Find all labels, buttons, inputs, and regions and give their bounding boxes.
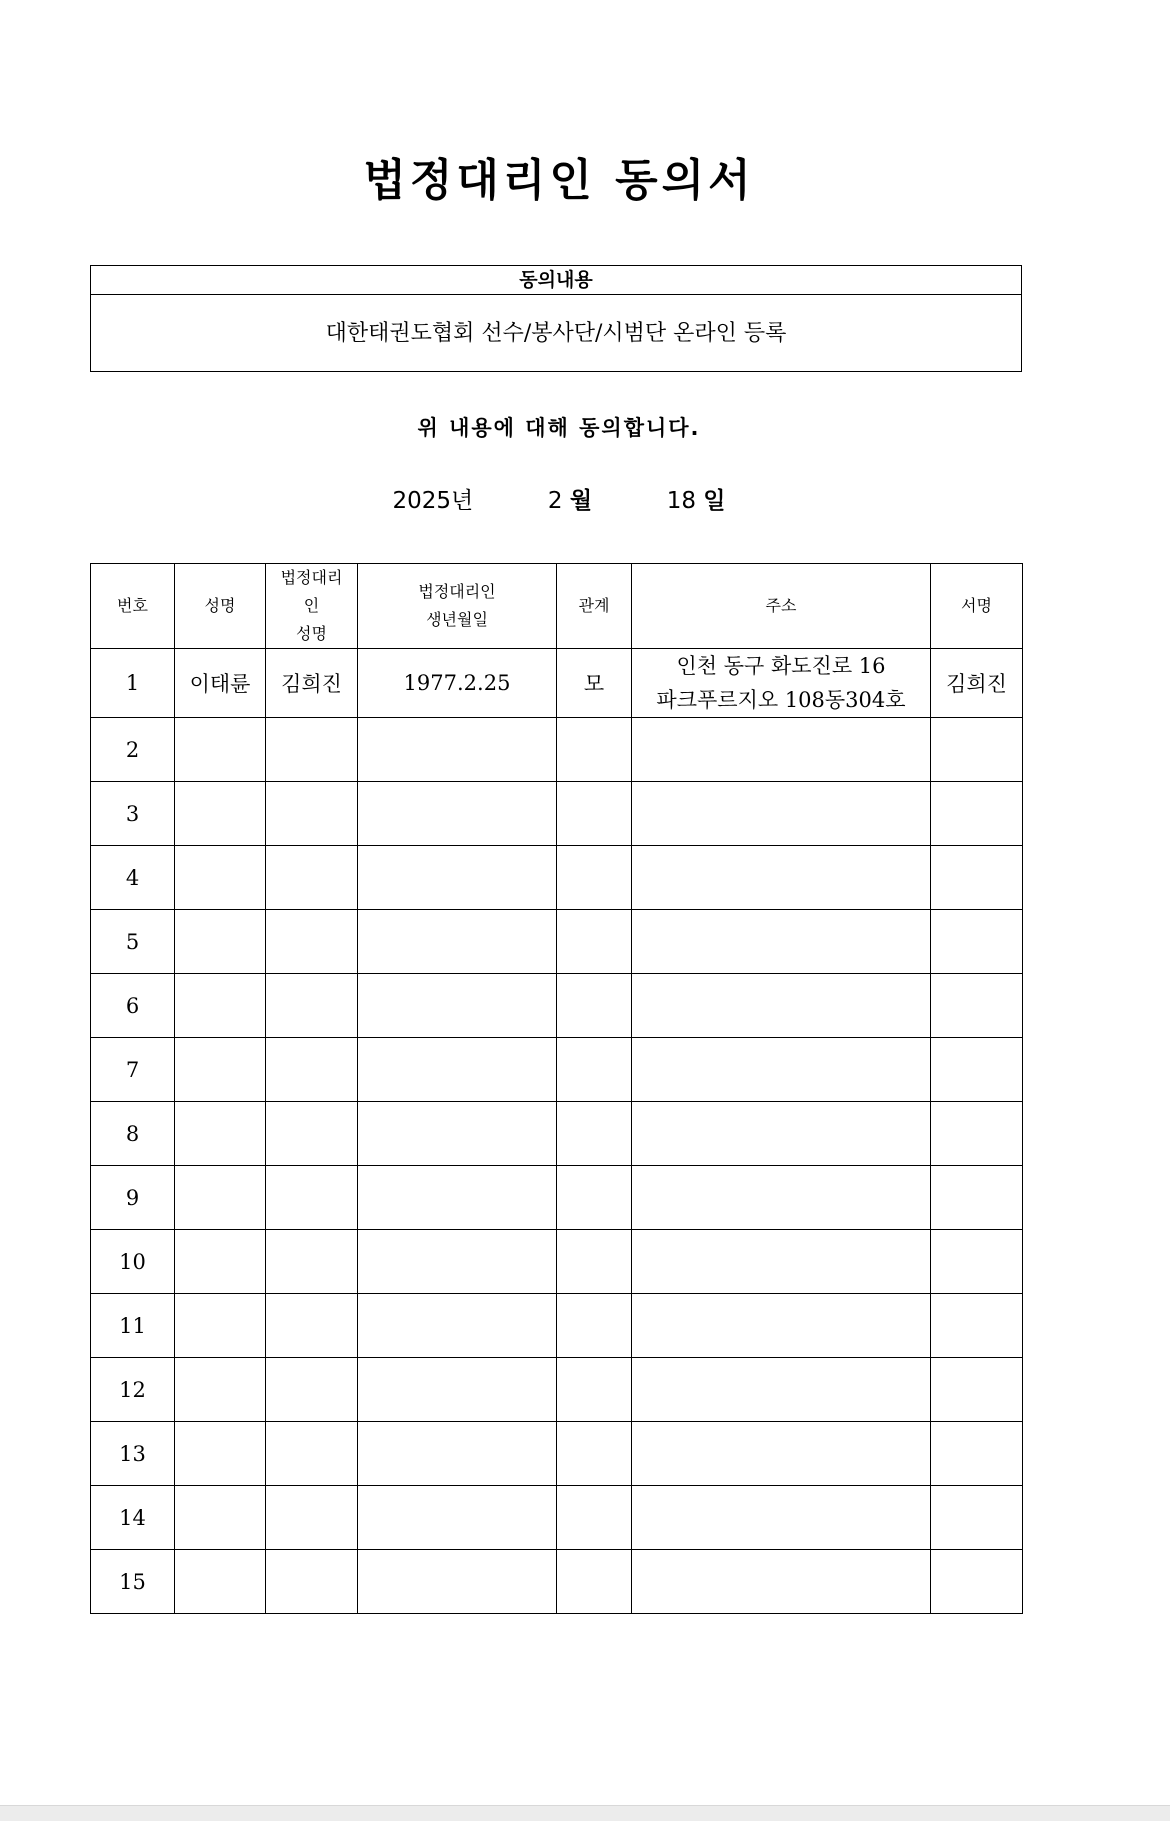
cell-relation <box>557 1102 632 1166</box>
cell-guardian-name <box>266 910 358 974</box>
header-address: 주소 <box>632 564 931 649</box>
cell-name <box>175 1422 266 1486</box>
cell-guardian-birth <box>358 1230 557 1294</box>
date-year: 2025년 <box>392 488 474 514</box>
cell-guardian-name <box>266 974 358 1038</box>
cell-number: 10 <box>91 1230 175 1294</box>
cell-guardian-birth <box>358 1102 557 1166</box>
cell-relation <box>557 1166 632 1230</box>
cell-signature: 김희진 <box>931 649 1023 718</box>
cell-guardian-name <box>266 718 358 782</box>
cell-signature <box>931 846 1023 910</box>
cell-number: 14 <box>91 1486 175 1550</box>
cell-guardian-birth <box>358 1166 557 1230</box>
cell-number: 13 <box>91 1422 175 1486</box>
header-guardian-birth-line2: 생년월일 <box>426 610 488 629</box>
table-row <box>91 1422 1023 1486</box>
cell-guardian-name <box>266 1166 358 1230</box>
cell-guardian-birth <box>358 974 557 1038</box>
cell-number: 5 <box>91 910 175 974</box>
cell-number: 11 <box>91 1294 175 1358</box>
cell-guardian-birth <box>358 1486 557 1550</box>
cell-number: 3 <box>91 782 175 846</box>
table-row <box>91 846 1023 910</box>
table-header-row <box>91 564 1023 649</box>
cell-signature <box>931 1102 1023 1166</box>
cell-address <box>632 1486 931 1550</box>
cell-name <box>175 718 266 782</box>
address-line2: 파크푸르지오 108동304호 <box>656 688 906 712</box>
cell-signature <box>931 1230 1023 1294</box>
cell-address <box>632 782 931 846</box>
cell-number: 4 <box>91 846 175 910</box>
table-row <box>91 718 1023 782</box>
cell-guardian-name <box>266 1550 358 1614</box>
table-row <box>91 1294 1023 1358</box>
header-guardian-birth <box>358 564 557 649</box>
table-row <box>91 1230 1023 1294</box>
cell-guardian-birth <box>358 1038 557 1102</box>
cell-address <box>632 910 931 974</box>
cell-name <box>175 974 266 1038</box>
cell-signature <box>931 782 1023 846</box>
cell-name <box>175 1294 266 1358</box>
address-line1: 인천 동구 화도진로 16 <box>676 654 886 678</box>
table-row <box>91 974 1023 1038</box>
cell-guardian-name <box>266 1422 358 1486</box>
cell-guardian-birth <box>358 1294 557 1358</box>
table-row <box>91 1038 1023 1102</box>
date-day-label: 일 <box>703 488 726 514</box>
cell-relation <box>557 974 632 1038</box>
cell-guardian-birth <box>358 910 557 974</box>
header-guardian-name-line3: 성명 <box>296 624 327 643</box>
cell-signature <box>931 1038 1023 1102</box>
cell-name <box>175 846 266 910</box>
cell-address <box>632 1358 931 1422</box>
cell-guardian-name <box>266 1486 358 1550</box>
cell-number: 8 <box>91 1102 175 1166</box>
cell-name <box>175 1102 266 1166</box>
cell-signature <box>931 718 1023 782</box>
cell-relation <box>557 718 632 782</box>
cell-signature <box>931 974 1023 1038</box>
cell-number: 6 <box>91 974 175 1038</box>
cell-signature <box>931 1550 1023 1614</box>
cell-name <box>175 1230 266 1294</box>
header-name: 성명 <box>175 564 266 649</box>
cell-number: 1 <box>91 649 175 718</box>
table-row <box>91 1358 1023 1422</box>
date-month-value: 2 <box>547 488 563 514</box>
cell-number: 7 <box>91 1038 175 1102</box>
consent-heading: 동의내용 <box>91 266 1021 295</box>
cell-address <box>632 718 931 782</box>
header-number: 번호 <box>91 564 175 649</box>
cell-relation <box>557 1230 632 1294</box>
cell-relation <box>557 1486 632 1550</box>
cell-address <box>632 1230 931 1294</box>
cell-address <box>632 1422 931 1486</box>
cell-guardian-birth <box>358 782 557 846</box>
table-row <box>91 782 1023 846</box>
cell-number: 12 <box>91 1358 175 1422</box>
cell-guardian-name <box>266 1038 358 1102</box>
cell-relation <box>557 782 632 846</box>
table-row <box>91 910 1023 974</box>
cell-signature <box>931 1358 1023 1422</box>
cell-guardian-birth <box>358 1358 557 1422</box>
cell-number: 2 <box>91 718 175 782</box>
table-row <box>91 1166 1023 1230</box>
cell-guardian-name <box>266 1294 358 1358</box>
cell-number: 15 <box>91 1550 175 1614</box>
agreement-statement: 위 내용에 대해 동의합니다. <box>417 416 701 440</box>
date-month-label: 월 <box>569 488 593 514</box>
header-guardian-name-line2: 인 <box>303 596 320 615</box>
cell-address <box>632 1294 931 1358</box>
cell-relation <box>557 1294 632 1358</box>
consent-date <box>0 482 1118 515</box>
cell-signature <box>931 910 1023 974</box>
document-title: 법정대리인 동의서 <box>363 155 755 206</box>
cell-name <box>175 910 266 974</box>
cell-guardian-name <box>266 782 358 846</box>
header-guardian-name-line1: 법정대리 <box>280 568 343 587</box>
header-guardian-name <box>266 564 358 649</box>
cell-address <box>632 1038 931 1102</box>
cell-name <box>175 1486 266 1550</box>
page-bottom-bar <box>0 1805 1170 1821</box>
header-signature: 서명 <box>931 564 1023 649</box>
cell-guardian-name <box>266 846 358 910</box>
table-row <box>91 1102 1023 1166</box>
header-relation: 관계 <box>557 564 632 649</box>
cell-guardian-birth <box>358 1550 557 1614</box>
cell-relation <box>557 1422 632 1486</box>
date-day-value: 18 <box>666 488 696 514</box>
cell-address <box>632 649 931 718</box>
cell-guardian-name <box>266 1102 358 1166</box>
cell-guardian-name <box>266 1358 358 1422</box>
cell-name <box>175 1550 266 1614</box>
cell-relation <box>557 1550 632 1614</box>
table-row <box>91 649 1023 718</box>
cell-signature <box>931 1166 1023 1230</box>
header-guardian-birth-line1: 법정대리인 <box>418 582 496 601</box>
cell-address <box>632 974 931 1038</box>
cell-guardian-name: 김희진 <box>266 649 358 718</box>
cell-signature <box>931 1422 1023 1486</box>
cell-guardian-birth <box>358 718 557 782</box>
cell-signature <box>931 1486 1023 1550</box>
cell-name <box>175 782 266 846</box>
cell-name <box>175 1166 266 1230</box>
consent-text: 대한태권도협회 선수/봉사단/시범단 온라인 등록 <box>325 321 787 346</box>
consent-content-box <box>90 265 1022 372</box>
cell-guardian-birth: 1977.2.25 <box>358 649 557 718</box>
cell-relation <box>557 910 632 974</box>
cell-relation <box>557 1038 632 1102</box>
cell-address <box>632 1550 931 1614</box>
table-row <box>91 1550 1023 1614</box>
guardian-table <box>90 563 1023 1614</box>
cell-signature <box>931 1294 1023 1358</box>
cell-name <box>175 1038 266 1102</box>
cell-guardian-birth <box>358 846 557 910</box>
cell-relation <box>557 1358 632 1422</box>
cell-name <box>175 1358 266 1422</box>
cell-name: 이태륜 <box>175 649 266 718</box>
cell-relation <box>557 846 632 910</box>
cell-guardian-birth <box>358 1422 557 1486</box>
cell-guardian-name <box>266 1230 358 1294</box>
table-body <box>91 649 1023 1614</box>
cell-address <box>632 846 931 910</box>
cell-address <box>632 1166 931 1230</box>
table-row <box>91 1486 1023 1550</box>
cell-number: 9 <box>91 1166 175 1230</box>
cell-address <box>632 1102 931 1166</box>
cell-relation: 모 <box>557 649 632 718</box>
